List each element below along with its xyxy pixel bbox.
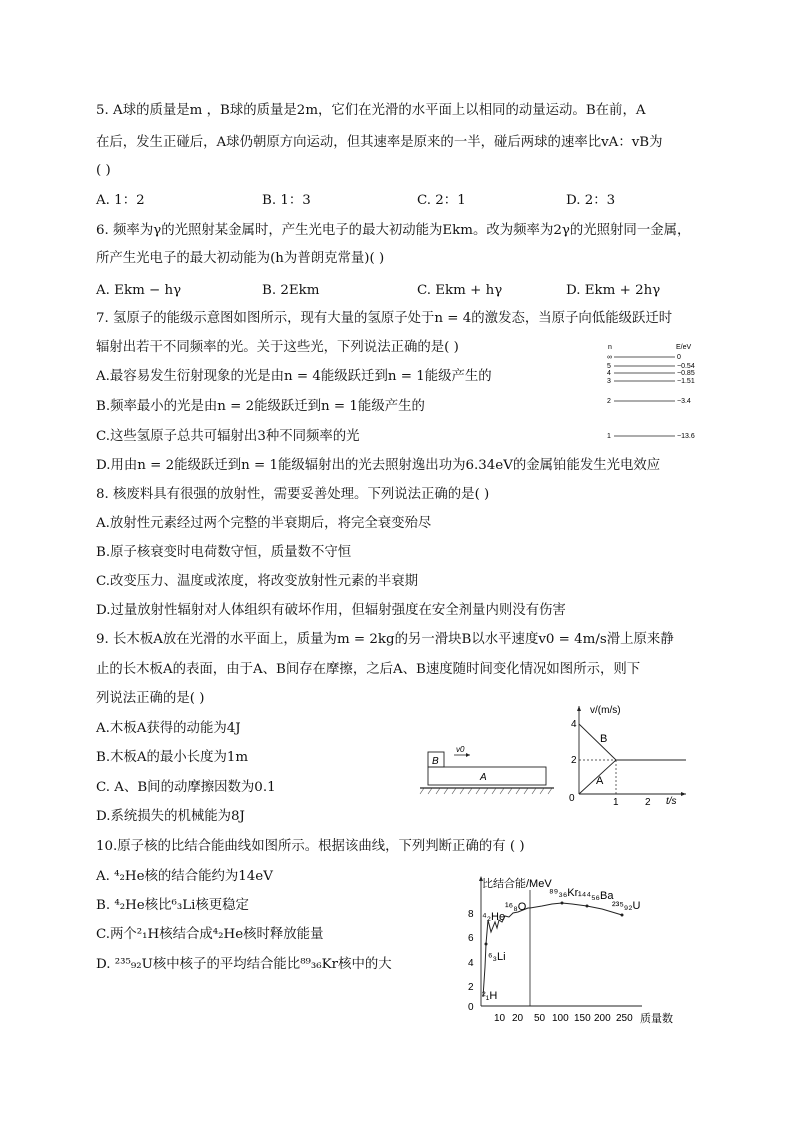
label-u: ²³⁵₉₂U xyxy=(612,900,641,912)
level-2-n: 2 xyxy=(607,398,611,405)
q8-line1: 8. 核废料具有很强的放射性，需要妥善处理。下列说法正确的是( ) xyxy=(96,487,490,502)
level-1-e: −13.6 xyxy=(677,433,695,440)
graph-xtick-1: 1 xyxy=(613,797,619,808)
chart-y-label: 比结合能/MeV xyxy=(482,878,552,890)
q10-option-c: C.两个²₁H核结合成⁴₂He核时释放能量 xyxy=(96,927,324,942)
graph-y-arrow xyxy=(577,706,581,711)
q7-line1: 7. 氢原子的能级示意图如图所示，现有大量的氢原子处于n = 4的激发态，当原子向低能级跃迁时 xyxy=(96,311,673,326)
line-b xyxy=(579,724,616,760)
binding-energy-chart xyxy=(462,872,682,1027)
energy-header-e: E/eV xyxy=(676,344,692,351)
level-3 xyxy=(607,378,695,385)
chart-xtick-100: 100 xyxy=(552,1013,569,1024)
level-3-e: −1.51 xyxy=(677,378,695,385)
q5-option-b: B. 1：3 xyxy=(262,193,311,208)
label-ba: ¹⁴⁴₅₆Ba xyxy=(578,890,614,902)
label-li: ⁶₃Li xyxy=(488,951,506,963)
q9-option-b: B.木板A的最小长度为1m xyxy=(96,750,249,765)
q8-option-d: D.过量放射性辐射对人体组织有破坏作用，但辐射强度在安全剂量内则没有伤害 xyxy=(96,603,566,618)
level-4 xyxy=(607,370,695,377)
level-5 xyxy=(607,363,695,370)
chart-ytick-0: 0 xyxy=(468,1002,474,1013)
chart-ytick-2: 2 xyxy=(468,982,474,993)
graph-label-b: B xyxy=(600,733,608,745)
level-1-n: 1 xyxy=(607,433,611,440)
q10-option-b: B. ⁴₂He核比⁶₃Li核更稳定 xyxy=(96,898,249,913)
label-he: ⁴₂He xyxy=(482,911,506,923)
q6-line2: 所产生光电子的最大初动能为(h为普朗克常量)( ) xyxy=(96,251,385,266)
point-li xyxy=(485,943,488,946)
board-a-label: A xyxy=(480,772,487,783)
chart-xtick-200: 200 xyxy=(594,1013,611,1024)
graph-ytick-2: 2 xyxy=(571,755,577,766)
level-inf xyxy=(607,354,681,361)
chart-xtick-10: 10 xyxy=(494,1013,506,1024)
q10-option-d: D. ²³⁵₉₂U核中核子的平均结合能比⁸⁹₃₆Kr核中的大 xyxy=(96,957,392,972)
q9-line3: 列说法正确的是( ) xyxy=(96,691,205,706)
q9-line1: 9. 长木板A放在光滑的水平面上，质量为m = 2kg的另一滑块B以水平速度v0 = 4m/s滑上原来静 xyxy=(96,632,674,647)
label-h: ²₁H xyxy=(482,990,498,1002)
q6-line1: 6. 频率为γ的光照射某金属时，产生光电子的最大初动能为Ekm。改为频率为2γ的光照射同一金属， xyxy=(96,223,691,238)
q7-option-c: C.这些氢原子总共可辐射出3种不同频率的光 xyxy=(96,429,360,444)
level-inf-n: ∞ xyxy=(607,354,612,361)
level-2-e: −3.4 xyxy=(677,398,691,405)
label-o: ¹⁶₈O xyxy=(505,901,527,913)
q5-option-d: D. 2：3 xyxy=(566,193,616,208)
chart-x-ticks xyxy=(494,1013,633,1024)
q6-option-b: B. 2Ekm xyxy=(262,283,320,298)
q6-option-a: A. Ekm − hγ xyxy=(96,283,182,298)
block-b-label: B xyxy=(432,756,439,767)
q9-option-c: C. A、B间的动摩擦因数为0.1 xyxy=(96,780,276,795)
energy-level-diagram xyxy=(600,340,710,446)
chart-ytick-8: 8 xyxy=(468,909,474,920)
velocity-time-graph xyxy=(560,700,690,810)
level-5-n: 5 xyxy=(607,363,611,370)
level-inf-e: 0 xyxy=(677,354,681,361)
label-kr: ⁸⁹₃₆Kr xyxy=(549,887,579,899)
level-5-e: −0.54 xyxy=(677,363,695,370)
q8-option-c: C.改变压力、温度或浓度，将改变放射性元素的半衰期 xyxy=(96,574,419,589)
point-u xyxy=(621,914,624,917)
q5-option-a: A. 1：2 xyxy=(96,193,145,208)
q5-line2: 在后，发生正碰后，A球仍朝原方向运动，但其速率是原来的一半，碰后两球的速率比vA：vB为 xyxy=(96,135,663,150)
q5-paren: ( ) xyxy=(96,163,111,178)
q7-option-a: A.最容易发生衍射现象的光是由n = 4能级跃迁到n = 1能级产生的 xyxy=(96,369,492,384)
q8-option-b: B.原子核衰变时电荷数守恒，质量数不守恒 xyxy=(96,545,352,560)
level-2 xyxy=(607,398,691,405)
velocity-label: v0 xyxy=(456,745,465,754)
chart-xtick-150: 150 xyxy=(574,1013,591,1024)
chart-y-ticks xyxy=(468,909,474,1013)
chart-xtick-50: 50 xyxy=(534,1013,546,1024)
level-1 xyxy=(607,433,695,440)
graph-ytick-4: 4 xyxy=(571,719,577,730)
chart-ytick-4: 4 xyxy=(468,958,474,969)
q9-option-a: A.木板A获得的动能为4J xyxy=(96,721,241,736)
q9-option-d: D.系统损失的机械能为8J xyxy=(96,809,245,824)
q7-option-d: D.用由n = 2能级跃迁到n = 1能级辐射出的光去照射逸出功为6.34eV的金属铂能发生光电效应 xyxy=(96,458,661,473)
chart-xtick-250: 250 xyxy=(616,1013,633,1024)
chart-x-label: 质量数 xyxy=(640,1013,673,1025)
graph-x-arrow xyxy=(681,792,686,796)
graph-xtick-2: 2 xyxy=(645,797,651,808)
block-diagram xyxy=(418,742,558,800)
graph-label-a: A xyxy=(596,775,604,787)
q10-line1: 10.原子核的比结合能曲线如图所示。根据该曲线，下列判断正确的有 ( ) xyxy=(96,839,525,854)
velocity-arrowhead xyxy=(466,753,470,757)
level-4-e: −0.85 xyxy=(677,370,695,377)
q7-option-b: B.频率最小的光是由n = 2能级跃迁到n = 1能级产生的 xyxy=(96,399,425,414)
level-3-n: 3 xyxy=(607,378,611,385)
level-4-n: 4 xyxy=(607,370,611,377)
q6-option-c: C. Ekm + hγ xyxy=(417,283,503,298)
q6-option-d: D. Ekm + 2hγ xyxy=(566,283,661,298)
q5-line1: 5. A球的质量是m ，B球的质量是2m，它们在光滑的水平面上以相同的动量运动。B在前，A xyxy=(96,103,646,118)
q9-line2: 止的长木板A的表面，由于A、B间存在摩擦，之后A、B速度随时间变化情况如图所示，则下 xyxy=(96,662,641,677)
q10-option-a: A. ⁴₂He核的结合能约为14eV xyxy=(96,869,273,884)
point-ba xyxy=(586,905,589,908)
graph-origin: 0 xyxy=(569,793,575,804)
chart-xtick-20: 20 xyxy=(512,1013,524,1024)
board-a xyxy=(428,767,546,785)
point-kr xyxy=(561,902,564,905)
q7-line2: 辐射出若干不同频率的光。关于这些光，下列说法正确的是( ) xyxy=(96,340,459,355)
q8-option-a: A.放射性元素经过两个完整的半衰期后，将完全衰变殆尽 xyxy=(96,516,432,531)
ground-hatching xyxy=(420,788,552,794)
chart-ytick-6: 6 xyxy=(468,933,474,944)
energy-header-n: n xyxy=(608,344,612,351)
q5-option-c: C. 2：1 xyxy=(417,193,466,208)
graph-y-label: v/(m/s) xyxy=(590,705,621,716)
graph-x-label: t/s xyxy=(666,796,677,807)
